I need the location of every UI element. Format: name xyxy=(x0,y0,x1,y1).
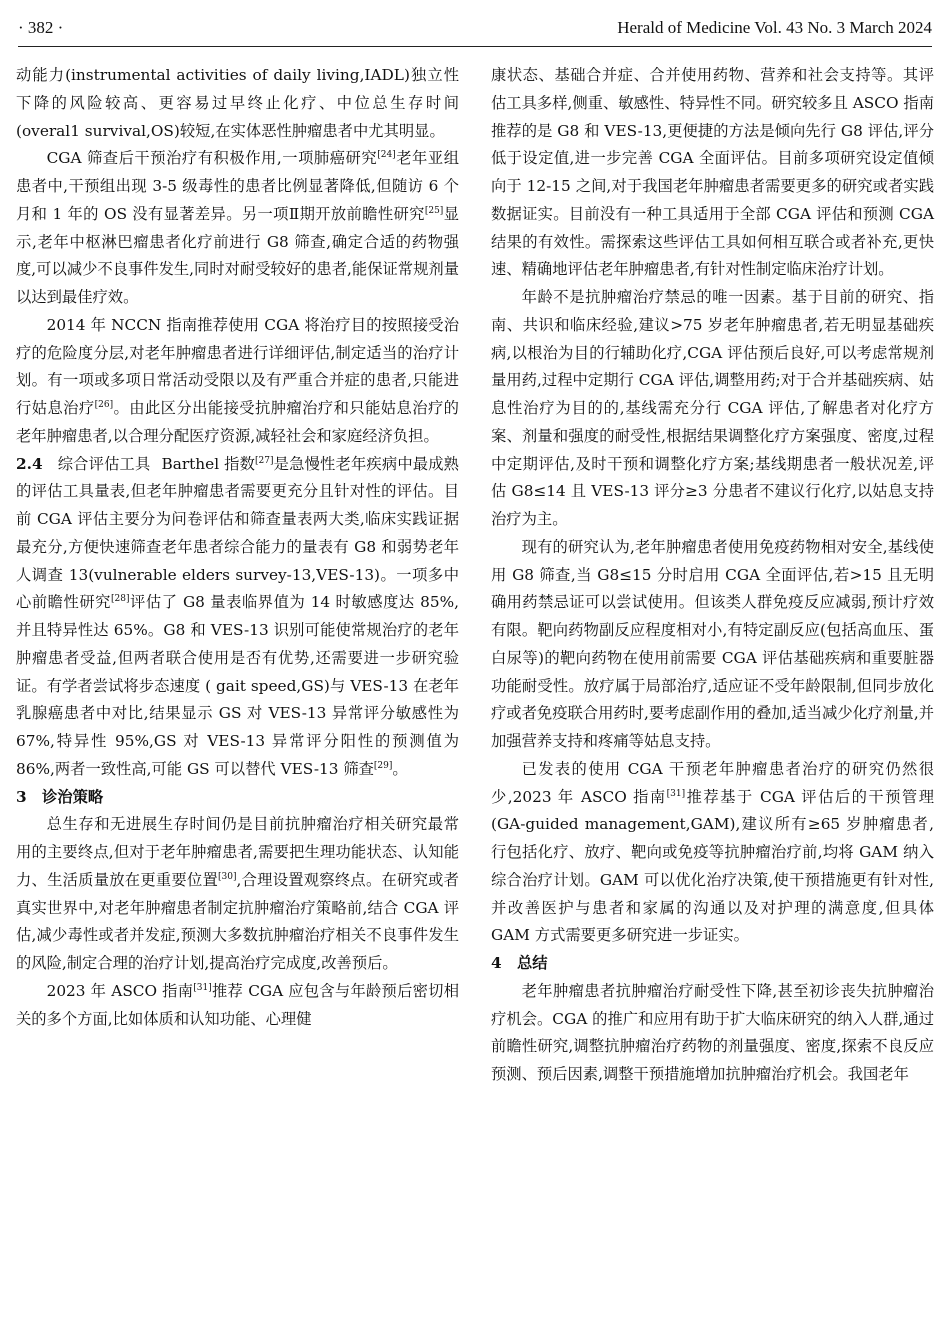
paragraph: 康状态、基础合并症、合并使用药物、营养和社会支持等。其评估工具多样,侧重、敏感性、特异性不同。研究较多且 ASCO 指南推荐的是 G8 和 VES-13,更便捷的方法是倾向先行 G8 评估,评分低于设定值,进一步完善 CGA 全面评估。目前多项研究设定值倾向于 12-15 之间,对于我国老年肿瘤患者需要更多的研究或者实践数据证实。目前没有一种工具适用于全部 CGA 评估和预测 CGA 结果的有效性。需探索这些评估工具如何相互联合或者补充,更快速、精确地评估老年肿瘤患者,有针对性制定临床治疗计划。 xyxy=(491,66,934,279)
citation: [31] xyxy=(666,788,686,799)
paragraph: 2023 年 ASCO 指南[31]推荐 CGA 应包含与年龄预后密切相关的多个方面,比如体质和认知功能、心理健 xyxy=(16,981,459,1028)
paragraph: 老年肿瘤患者抗肿瘤治疗耐受性下降,甚至初诊丧失抗肿瘤治疗机会。CGA 的推广和应用有助于扩大临床研究的纳入人群,通过前瞻性研究,调整抗肿瘤治疗药物的剂量强度、密度,探索不良反应预测、预后因素,调整干预措施增加抗肿瘤治疗机会。我国老年 xyxy=(491,981,934,1083)
citation: [27] xyxy=(255,455,274,466)
paragraph-section-2-4: 2.4 综合评估工具 Barthel 指数[27]是急慢性老年疾病中最成熟的评估工具量表,但老年肿瘤患者需要更充分且针对性的评估。目前 CGA 评估主要分为问卷评估和筛查量表两大类,临床实践证据最充分,方便快速筛查老年患者综合能力的量表有 G8 和弱势老年人调查 13(vulnerable elders survey-13,VES-13)。一项多中心前瞻性研究[28]评估了 G8 量表临界值为 14 时敏感度达 85%,并且特异性达 65%。G8 和 VES-13 识别可能使常规治疗的老年肿瘤患者受益,但两者联合使用是否有优势,还需要进一步研究验证。有学者尝试将步态速度 ( gait speed,GS)与 VES-13 在老年乳腺癌患者中对比,结果显示 GS 对 VES-13 异常评分敏感性为 67%,特异性 95%,GS 对 VES-13 异常评分阳性的预测值为 86%,两者一致性高,可能 GS 可以替代 VES-13 筛查[29]。 xyxy=(16,454,460,778)
left-column xyxy=(16,62,459,1033)
right-column xyxy=(491,62,934,1089)
paragraph: 2014 年 NCCN 指南推荐使用 CGA 将治疗目的按照接受治疗的危险度分层,对老年肿瘤患者进行详细评估,制定适当的治疗计划。有一项或多项日常活动受限以及有严重合并症的患者,只能进行姑息治疗[26]。由此区分出能接受抗肿瘤治疗和只能姑息治疗的老年肿瘤患者,以合理分配医疗资源,减轻社会和家庭经济负担。 xyxy=(16,315,459,445)
citation: [24] xyxy=(377,150,396,161)
citation: [29] xyxy=(373,760,393,771)
section-heading-3: 3 诊治策略 xyxy=(16,787,104,806)
citation: [28] xyxy=(111,594,130,605)
paragraph: 现有的研究认为,老年肿瘤患者使用免疫药物相对安全,基线使用 G8 筛查,当 G8≤15 分时启用 CGA 全面评估,若>15 且无明确用药禁忌证可以尝试使用。但该类人群免疫反应减弱,预计疗效有限。靶向药物副反应程度相对小,有特定副反应(包括高血压、蛋白尿等)的靶向药物在使用前需要 CGA 评估基础疾病和重要脏器功能耐受性。放疗属于局部治疗,适应证不受年龄限制,但同步放化疗或者免疫联合用药时,要考虑副作用的叠加,适当减少化疗剂量,并加强营养支持和疼痛等姑息支持。 xyxy=(491,537,934,750)
citation: [26] xyxy=(94,399,114,410)
citation: [30] xyxy=(218,871,237,882)
citation: [25] xyxy=(424,205,444,216)
paragraph: 动能力(instrumental activities of daily living,IADL)独立性下降的风险较高、更容易过早终止化疗、中位总生存时间(overal1 survival,OS)较短,在实体恶性肿瘤患者中尤其明显。 xyxy=(16,66,459,140)
section-number: 2.4 xyxy=(16,454,43,473)
paragraph: 已发表的使用 CGA 干预老年肿瘤患者治疗的研究仍然很少,2023 年 ASCO 指南[31]推荐基于 CGA 评估后的干预管理(GA-guided management,GAM),建议所有≥65 岁肿瘤患者,行包括化疗、放疗、靶向或免疫等抗肿瘤治疗前,均将 GAM 纳入综合治疗计划。GAM 可以优化治疗决策,使干预措施更有针对性,并改善医护与患者和家属的沟通以及对护理的满意度,但具体 GAM 方式需要更多研究进一步证实。 xyxy=(491,759,934,945)
section-heading-4: 4 总结 xyxy=(491,954,548,972)
page-number: · 382 · xyxy=(18,18,64,37)
journal-info: Herald of Medicine Vol. 43 No. 3 March 2024 xyxy=(617,18,932,37)
paragraph: 总生存和无进展生存时间仍是目前抗肿瘤治疗相关研究最常用的主要终点,但对于老年肿瘤患者,需要把生理功能状态、认知能力、生活质量放在更重要位置[30],合理设置观察终点。在研究或者真实世界中,对老年肿瘤患者制定抗肿瘤治疗策略前,结合 CGA 评估,减少毒性或者并发症,预测大多数抗肿瘤治疗相关不良事件发生的风险,制定合理的治疗计划,提高治疗完成度,改善预后。 xyxy=(16,815,459,972)
citation: [31] xyxy=(193,982,212,993)
running-header xyxy=(18,10,932,47)
paragraph: 年龄不是抗肿瘤治疗禁忌的唯一因素。基于目前的研究、指南、共识和临床经验,建议>75 岁老年肿瘤患者,若无明显基础疾病,以根治为目的行辅助化疗,CGA 评估预后良好,可以考虑常规剂量用药,过程中定期行 CGA 评估,调整用药;对于合并基础疾病、姑息性治疗为目的的,基线需充分行 CGA 评估,了解患者对化疗方案、剂量和强度的耐受性,根据结果调整化疗方案强度、密度,过程中定期评估,及时干预和调整化疗方案;基线期患者一般状况差,评估 G8≤14 且 VES-13 评分≥3 分患者不建议行化疗,以姑息支持治疗为主。 xyxy=(491,288,934,528)
section-title: 综合评估工具 xyxy=(57,454,151,473)
paragraph: CGA 筛查后干预治疗有积极作用,一项肺癌研究[24]老年亚组患者中,干预组出现 3-5 级毒性的患者比例显著降低,但随访 6 个月和 1 年的 OS 没有显著差异。另一项Ⅱ期开放前瞻性研究[25]显示,老年中枢淋巴瘤患者化疗前进行 G8 筛查,确定合适的药物强度,可以减少不良事件发生,同时对耐受较好的患者,能保证常规剂量以达到最佳疗效。 xyxy=(16,149,459,306)
